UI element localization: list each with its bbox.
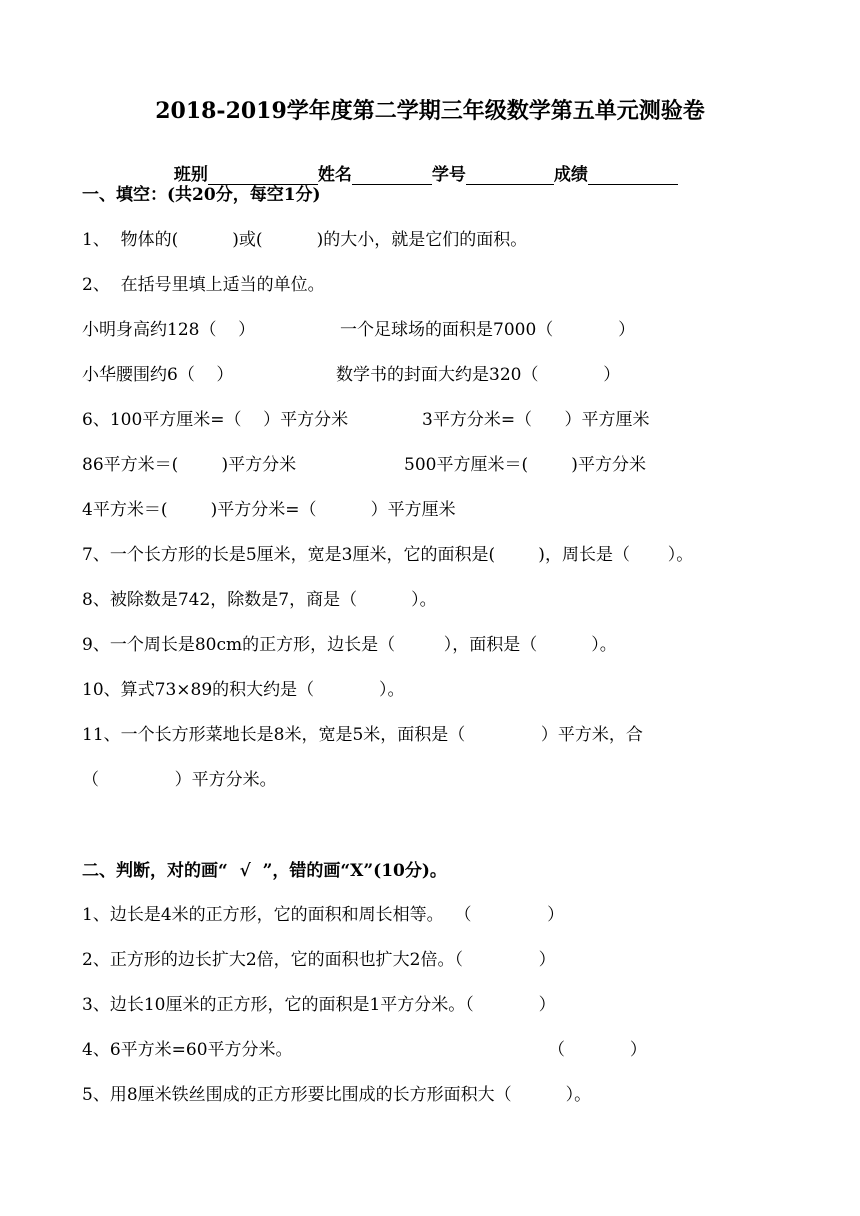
- name-label: 姓名: [317, 165, 352, 185]
- question-6b-left: 86平方米＝( )平方分米: [82, 455, 297, 475]
- judge-1: 1、边长是4米的正方形，它的面积和周长相等。 （ ）: [82, 905, 565, 925]
- question-6c: 4平方米＝( )平方分米=（ ）平方厘米: [82, 500, 456, 520]
- question-1: 1、 物体的( )或( )的大小，就是它们的面积。: [82, 230, 528, 250]
- judge-4-left: 4、6平方米=60平方分米。: [82, 1040, 293, 1060]
- judge-3: 3、边长10厘米的正方形，它的面积是1平方分米。（ ）: [82, 995, 556, 1015]
- judge-5: 5、用8厘米铁丝围成的正方形要比围成的长方形面积大（ ）。: [82, 1085, 592, 1105]
- class-blank[interactable]: [208, 166, 318, 185]
- number-blank[interactable]: [466, 166, 554, 185]
- number-label: 学号: [431, 165, 466, 185]
- question-6b-right: 500平方厘米＝( )平方分米: [404, 455, 646, 475]
- section2-heading: 二、判断，对的画“ √ ”，错的画“X”(10分)。: [82, 861, 447, 881]
- question-2b-right: 数学书的封面大约是320（ ）: [336, 365, 621, 385]
- question-2b-left: 小华腰围约6（ ）: [82, 365, 234, 385]
- question-10: 10、算式73×89的积大约是（ ）。: [82, 680, 405, 700]
- page-title: 2018-2019学年度第二学期三年级数学第五单元测验卷: [155, 98, 705, 124]
- question-11a: 11、一个长方形菜地长是8米，宽是5米，面积是（ ）平方米，合: [82, 725, 643, 745]
- judge-2: 2、正方形的边长扩大2倍，它的面积也扩大2倍。（ ）: [82, 950, 556, 970]
- question-7: 7、一个长方形的长是5厘米，宽是3厘米，它的面积是( )，周长是（ ）。: [82, 545, 694, 565]
- question-2a-left: 小明身高约128（ ）: [82, 320, 256, 340]
- question-2a-right: 一个足球场的面积是7000（ ）: [340, 320, 636, 340]
- question-9: 9、一个周长是80cm的正方形，边长是（ ），面积是（ ）。: [82, 635, 617, 655]
- name-blank[interactable]: [352, 166, 432, 185]
- question-11b: （ ）平方分米。: [82, 770, 277, 790]
- student-info-line: [162, 140, 678, 185]
- section1-heading: 一、填空：(共20分，每空1分): [82, 185, 321, 205]
- score-label: 成绩: [553, 165, 588, 185]
- judge-4-right: （ ）: [548, 1040, 647, 1060]
- class-label: 班别: [173, 165, 208, 185]
- question-6a-left: 6、100平方厘米=（ ）平方分米: [82, 410, 349, 430]
- score-blank[interactable]: [588, 166, 678, 185]
- question-2: 2、 在括号里填上适当的单位。: [82, 275, 325, 295]
- question-8: 8、被除数是742，除数是7，商是（ ）。: [82, 590, 437, 610]
- question-6a-right: 3平方分米=（ ）平方厘米: [422, 410, 650, 430]
